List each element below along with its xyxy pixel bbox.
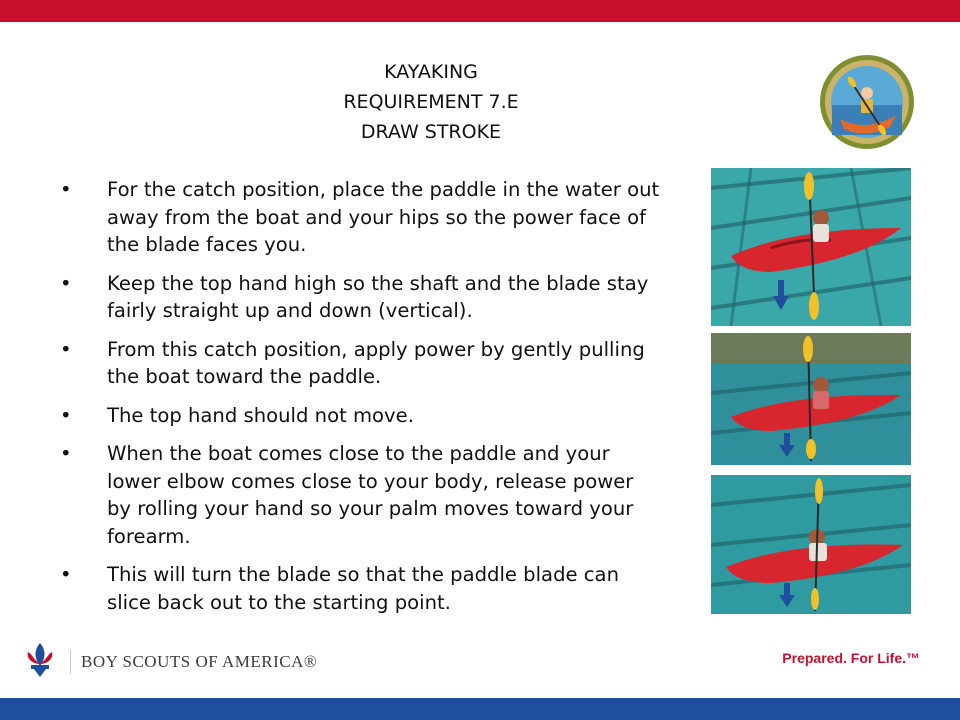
merit-badge-icon	[818, 53, 916, 151]
bullet-text: This will turn the blade so that the paddle blade can slice back out to the starting point.	[107, 563, 619, 614]
bullet-marker: •	[60, 271, 72, 295]
title-line: KAYAKING	[384, 61, 478, 83]
list-item	[60, 402, 660, 430]
organization-name: BOY SCOUTS OF AMERICA®	[70, 650, 317, 674]
list-item	[60, 440, 660, 550]
list-item	[60, 176, 660, 259]
title-line: DRAW STROKE	[360, 121, 502, 143]
bullet-text: For the catch position, place the paddle in the water out away from the boat and your hips so the power face of the blade faces you.	[107, 178, 660, 256]
list-item	[60, 561, 660, 616]
bullet-text: From this catch position, apply power by gently pulling the boat toward the paddle.	[107, 337, 645, 388]
kayak-photo-catch	[711, 168, 911, 326]
bottom-color-bar	[0, 698, 960, 720]
bullet-text: Keep the top hand high so the shaft and the blade stay fairly straight up and down (vertical).	[107, 271, 649, 322]
title-line: REQUIREMENT 7.E	[343, 91, 519, 113]
list-item	[60, 270, 660, 325]
bullet-marker: •	[60, 442, 72, 465]
bullet-marker: •	[60, 337, 72, 361]
fleur-de-lis-icon	[20, 640, 60, 684]
bullet-list	[60, 176, 660, 627]
bullet-text: When the boat comes close to the paddle and your lower elbow comes close to your body, release power by rolling your hand so your palm moves toward your forearm.	[107, 442, 634, 548]
tagline: Prepared. For Life.™	[782, 650, 920, 666]
kayak-photo-release	[711, 475, 911, 614]
list-item	[60, 336, 660, 391]
bsa-logo	[20, 640, 317, 684]
top-color-bar	[0, 0, 960, 22]
bullet-marker: •	[60, 563, 72, 586]
bullet-text: The top hand should not move.	[107, 403, 414, 427]
bullet-marker: •	[60, 178, 72, 201]
slide-title	[231, 57, 631, 147]
kayak-photo-power	[711, 333, 911, 465]
bullet-marker: •	[60, 403, 72, 427]
